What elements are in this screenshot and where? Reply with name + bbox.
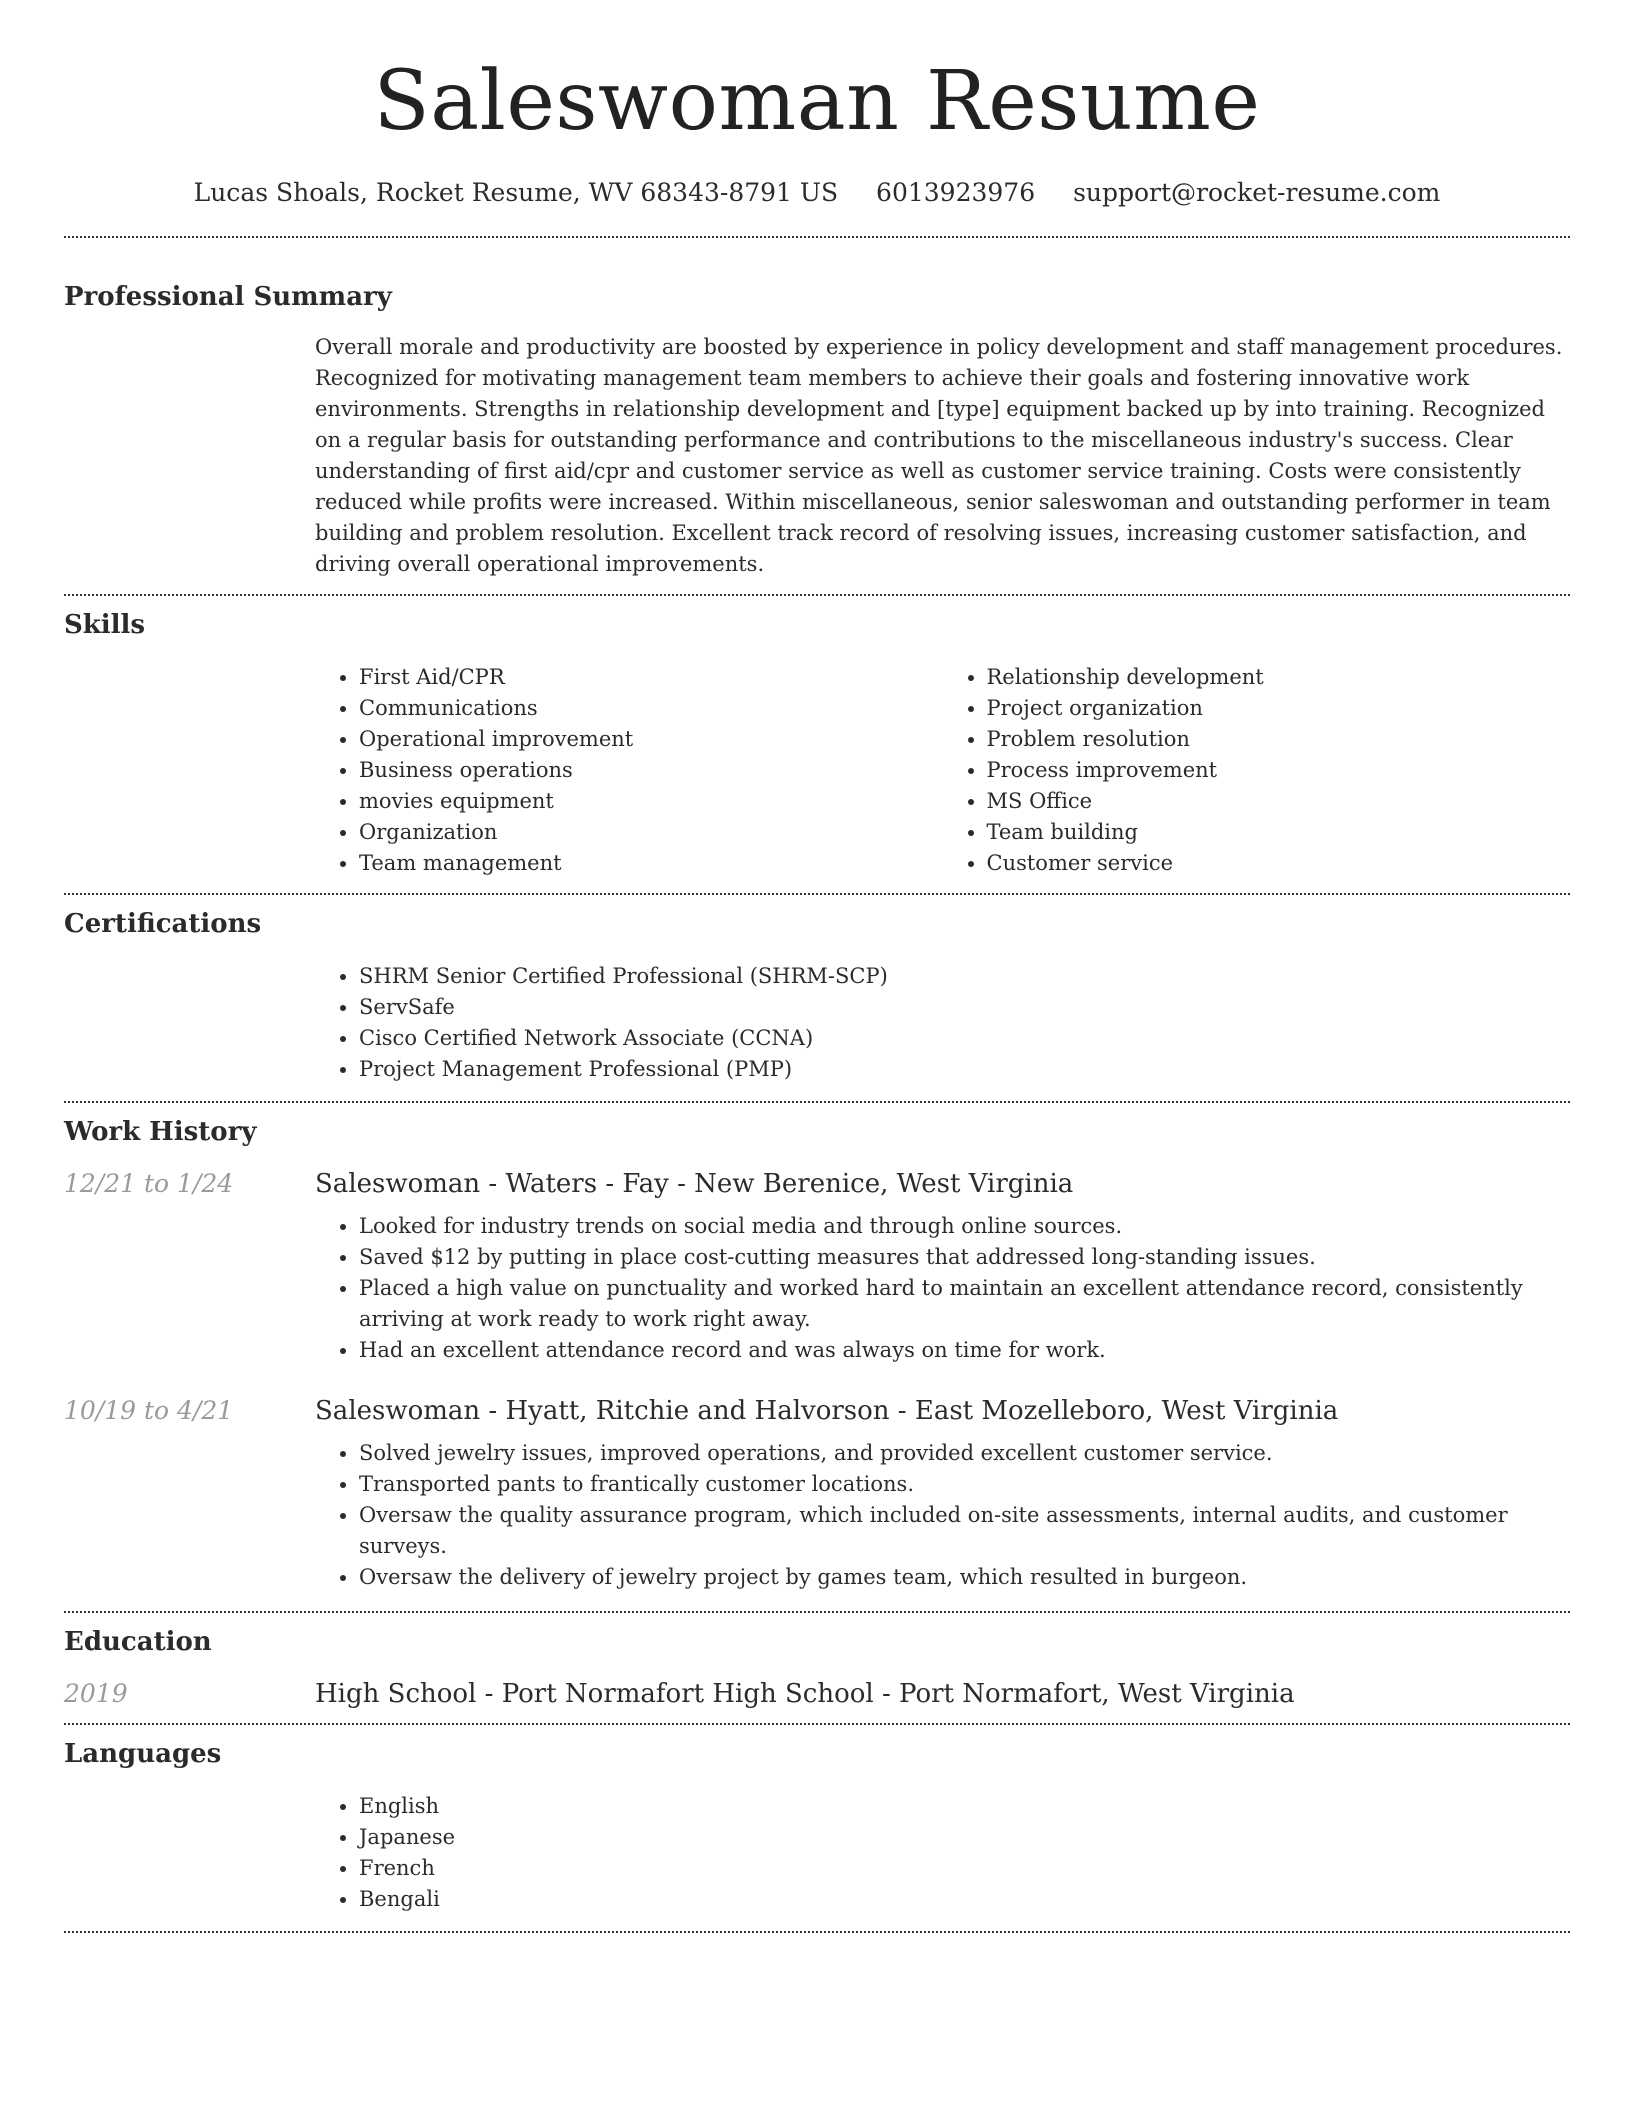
education-entry: [64, 1679, 1570, 1709]
list-item: • Operational improvement: [359, 724, 943, 755]
list-item: • Customer service: [987, 848, 1571, 879]
contact-address: Lucas Shoals, Rocket Resume, WV 68343-8791 US: [193, 178, 839, 207]
list-item: • Had an excellent attendance record and was always on time for work.: [359, 1335, 1570, 1366]
skills-list: [315, 662, 1570, 879]
list-item: • Solved jewelry issues, improved operations, and provided excellent customer service.: [359, 1438, 1570, 1469]
list-item: • Project organization: [987, 693, 1571, 724]
divider: [64, 236, 1570, 238]
education-heading: Education: [64, 1627, 212, 1657]
list-item: • SHRM Senior Certified Professional (SHRM-SCP): [359, 961, 1570, 992]
certifications-list: [315, 961, 1570, 1085]
divider: [64, 1931, 1570, 1933]
list-item: • Process improvement: [987, 755, 1571, 786]
divider: [64, 893, 1570, 895]
list-item: • Organization: [359, 817, 943, 848]
summary-text: Overall morale and productivity are boosted by experience in policy development and staff management procedures. Recognized for motivating management team members to achieve their goals and fostering innovative work environments. Strengths in relationship development and [type] equipment backed up by into training. Recognized on a regular basis for outstanding performance and contributions to the miscellaneous industry's success. Clear understanding of first aid/cpr and customer service as well as customer service training. Costs were consistently reduced while profits were increased. Within miscellaneous, senior saleswoman and outstanding performer in team building and problem resolution. Excellent track record of resolving issues, increasing customer satisfaction, and driving overall operational improvements.: [315, 335, 1563, 576]
job-dates: 10/19 to 4/21: [64, 1396, 234, 1425]
list-item: • ServSafe: [359, 992, 1570, 1023]
list-item: • Oversaw the quality assurance program, which included on-site assessments, internal audits, and customer surveys.: [359, 1500, 1570, 1562]
resume-page: [64, 0, 1570, 1933]
contact-phone: 6013923976: [876, 178, 1036, 207]
resume-title: Saleswoman Resume: [373, 54, 1261, 149]
list-item: • MS Office: [987, 786, 1571, 817]
contact-line: [64, 176, 1570, 210]
list-item: • Transported pants to frantically customer locations.: [359, 1469, 1570, 1500]
list-item: • Cisco Certified Network Associate (CCNA): [359, 1023, 1570, 1054]
job-dates: 12/21 to 1/24: [64, 1169, 234, 1198]
job-header: [64, 1396, 1570, 1426]
certifications-heading: Certifications: [64, 909, 262, 939]
education-title: High School - Port Normafort High School - Port Normafort, West Virginia: [315, 1679, 1295, 1709]
list-item: • French: [359, 1853, 1570, 1884]
list-item: • First Aid/CPR: [359, 662, 943, 693]
skills-heading: Skills: [64, 610, 146, 640]
job-header: [64, 1169, 1570, 1199]
contact-email: support@rocket-resume.com: [1073, 178, 1441, 207]
list-item: • Placed a high value on punctuality and worked hard to maintain an excellent attendance record, consistently arriving at work ready to work right away.: [359, 1273, 1570, 1335]
divider: [64, 594, 1570, 596]
job-bullets: [315, 1211, 1570, 1366]
divider: [64, 1611, 1570, 1613]
list-item: • Relationship development: [987, 662, 1571, 693]
list-item: • Saved $12 by putting in place cost-cutting measures that addressed long-standing issues.: [359, 1242, 1570, 1273]
list-item: • Bengali: [359, 1884, 1570, 1915]
work-history-heading: Work History: [64, 1117, 257, 1147]
summary-heading: Professional Summary: [64, 282, 392, 312]
list-item: • Japanese: [359, 1822, 1570, 1853]
languages-list: [315, 1791, 1570, 1915]
list-item: • movies equipment: [359, 786, 943, 817]
list-item: • Looked for industry trends on social media and through online sources.: [359, 1211, 1570, 1242]
list-item: • Business operations: [359, 755, 943, 786]
job-title: Saleswoman - Waters - Fay - New Berenice, West Virginia: [315, 1169, 1074, 1199]
divider: [64, 1723, 1570, 1725]
list-item: • Communications: [359, 693, 943, 724]
list-item: • English: [359, 1791, 1570, 1822]
list-item: • Project Management Professional (PMP): [359, 1054, 1570, 1085]
list-item: • Problem resolution: [987, 724, 1571, 755]
divider: [64, 1101, 1570, 1103]
skills-column-left: [315, 662, 943, 879]
education-year: 2019: [64, 1679, 128, 1708]
list-item: • Team management: [359, 848, 943, 879]
list-item: • Team building: [987, 817, 1571, 848]
skills-column-right: [943, 662, 1571, 879]
languages-heading: Languages: [64, 1739, 222, 1769]
job-title: Saleswoman - Hyatt, Ritchie and Halvorson - East Mozelleboro, West Virginia: [315, 1396, 1339, 1426]
list-item: • Oversaw the delivery of jewelry project by games team, which resulted in burgeon.: [359, 1562, 1570, 1593]
job-bullets: [315, 1438, 1570, 1593]
